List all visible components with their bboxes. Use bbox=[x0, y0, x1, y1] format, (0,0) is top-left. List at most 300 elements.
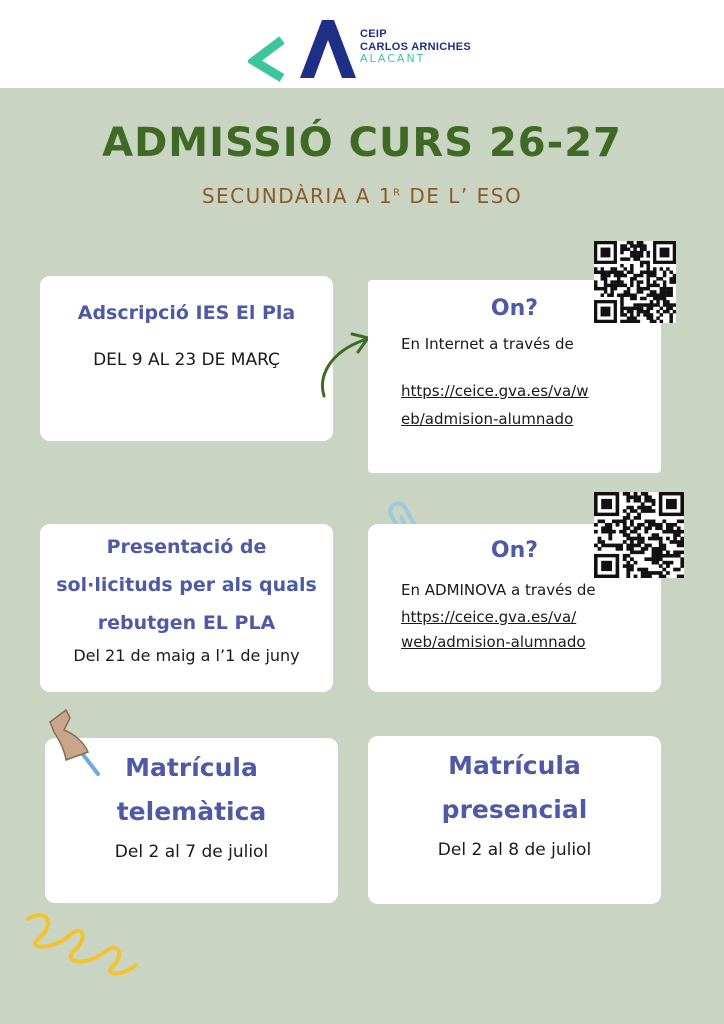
qr-module bbox=[604, 280, 607, 283]
qr-module bbox=[633, 293, 636, 296]
squiggle-icon bbox=[22, 905, 142, 985]
qr-module bbox=[653, 293, 656, 296]
pushpin-head bbox=[50, 710, 88, 760]
qr-module bbox=[670, 523, 674, 527]
qr-module bbox=[640, 303, 643, 306]
qr-module bbox=[650, 307, 653, 310]
qr-module bbox=[650, 293, 653, 296]
qr-module bbox=[637, 533, 641, 537]
qr-module bbox=[616, 523, 620, 527]
qr-module bbox=[644, 547, 648, 551]
qr-module bbox=[619, 530, 623, 534]
qr-module bbox=[637, 287, 640, 290]
qr-module bbox=[624, 274, 627, 277]
on-adminova-link-line2[interactable]: web/admision-alumnado bbox=[401, 633, 586, 651]
qr-module bbox=[630, 271, 633, 274]
qr-module bbox=[610, 287, 613, 290]
qr-module bbox=[630, 537, 634, 541]
qr-module bbox=[610, 271, 613, 274]
qr-module bbox=[646, 280, 649, 283]
qr-module bbox=[640, 280, 643, 283]
qr-module bbox=[598, 540, 602, 544]
qr-module bbox=[608, 530, 612, 534]
qr-module bbox=[650, 316, 653, 319]
qr-module bbox=[640, 254, 643, 257]
qr-module bbox=[640, 271, 643, 274]
qr-module bbox=[597, 287, 600, 290]
on-adminova-title: On? bbox=[490, 538, 539, 563]
qr-module bbox=[644, 492, 648, 496]
qr-module bbox=[610, 280, 613, 283]
qr-module bbox=[646, 277, 649, 280]
qr-module bbox=[630, 277, 633, 280]
qr-module bbox=[662, 547, 666, 551]
qr-module bbox=[640, 274, 643, 277]
qr-module bbox=[673, 277, 676, 280]
qr-module bbox=[605, 523, 609, 527]
qr-module bbox=[637, 513, 641, 517]
qr-module bbox=[660, 287, 663, 290]
qr-module bbox=[663, 297, 666, 300]
squiggle-line bbox=[28, 915, 136, 973]
qr-module bbox=[669, 290, 672, 293]
qr-module bbox=[633, 316, 636, 319]
qr-module bbox=[666, 303, 669, 306]
qr-module bbox=[626, 506, 630, 510]
qr-module bbox=[650, 320, 653, 323]
qr-module bbox=[624, 284, 627, 287]
qr-module bbox=[633, 307, 636, 310]
qr-module bbox=[637, 516, 641, 520]
qr-module bbox=[643, 303, 646, 306]
qr-module bbox=[640, 251, 643, 254]
qr-module bbox=[655, 537, 659, 541]
qr-module bbox=[619, 520, 623, 524]
on-internet-text: En Internet a través de bbox=[401, 335, 574, 353]
qr-module bbox=[614, 267, 617, 270]
qr-module bbox=[670, 540, 674, 544]
qr-module bbox=[637, 244, 640, 247]
qr-module bbox=[666, 537, 670, 541]
arrow-shaft bbox=[323, 340, 364, 396]
qr-module bbox=[652, 499, 656, 503]
qr-module bbox=[634, 550, 638, 554]
qr-module bbox=[624, 313, 627, 316]
qr-module bbox=[634, 575, 638, 578]
school-logo bbox=[248, 16, 488, 86]
qr-module bbox=[630, 540, 634, 544]
logo-text bbox=[360, 28, 471, 66]
qr-module bbox=[637, 495, 641, 499]
qr-module bbox=[624, 267, 627, 270]
qr-module bbox=[637, 254, 640, 257]
on-adminova-link-block bbox=[401, 605, 661, 655]
qr-module bbox=[643, 297, 646, 300]
qr-module bbox=[617, 271, 620, 274]
qr-module bbox=[614, 284, 617, 287]
qr-module bbox=[673, 303, 676, 306]
qr-module bbox=[666, 310, 669, 313]
qr-module bbox=[594, 267, 597, 270]
qr-module bbox=[620, 303, 623, 306]
qr-module bbox=[644, 575, 648, 578]
qr-finder bbox=[660, 248, 670, 258]
qr-module bbox=[644, 568, 648, 572]
qr-module bbox=[630, 310, 633, 313]
qr-module bbox=[623, 564, 627, 568]
qr-module bbox=[620, 274, 623, 277]
qr-module bbox=[660, 313, 663, 316]
qr-code-icon[interactable] bbox=[594, 492, 684, 578]
qr-module bbox=[601, 526, 605, 530]
qr-module bbox=[648, 557, 652, 561]
qr-module bbox=[656, 310, 659, 313]
qr-module bbox=[594, 523, 598, 527]
qr-module bbox=[627, 248, 630, 251]
qr-module bbox=[626, 554, 630, 558]
presencial-title-line2: presencial bbox=[441, 795, 588, 824]
qr-module bbox=[646, 287, 649, 290]
qr-module bbox=[666, 550, 670, 554]
qr-module bbox=[608, 523, 612, 527]
qr-module bbox=[669, 320, 672, 323]
qr-module bbox=[656, 284, 659, 287]
telematica-title-line1: Matrícula bbox=[125, 753, 258, 782]
qr-module bbox=[610, 290, 613, 293]
qr-module bbox=[659, 537, 663, 541]
qr-module bbox=[624, 244, 627, 247]
qr-module bbox=[670, 526, 674, 530]
qr-module bbox=[630, 307, 633, 310]
qr-module bbox=[624, 320, 627, 323]
qr-module bbox=[620, 307, 623, 310]
qr-module bbox=[653, 290, 656, 293]
qr-module bbox=[660, 297, 663, 300]
qr-module bbox=[652, 520, 656, 524]
qr-module bbox=[660, 307, 663, 310]
qr-module bbox=[641, 571, 645, 575]
qr-module bbox=[630, 547, 634, 551]
qr-module bbox=[607, 284, 610, 287]
qr-module bbox=[673, 523, 677, 527]
qr-module bbox=[616, 520, 620, 524]
qr-module bbox=[644, 495, 648, 499]
qr-module bbox=[646, 267, 649, 270]
qr-module bbox=[630, 509, 634, 513]
qr-module bbox=[594, 284, 597, 287]
qr-module bbox=[653, 320, 656, 323]
qr-module bbox=[648, 526, 652, 530]
qr-module bbox=[626, 568, 630, 572]
on-internet-link-line2[interactable]: eb/admision-alumnado bbox=[401, 410, 574, 428]
on-internet-link-line1[interactable]: https://ceice.gva.es/va/w bbox=[401, 382, 589, 400]
qr-module bbox=[653, 271, 656, 274]
qr-module bbox=[604, 284, 607, 287]
qr-module bbox=[634, 495, 638, 499]
qr-module bbox=[637, 284, 640, 287]
qr-module bbox=[630, 244, 633, 247]
qr-module bbox=[601, 277, 604, 280]
qr-module bbox=[659, 564, 663, 568]
logo-line-ceip: CEIP bbox=[360, 28, 387, 40]
adscripcio-card bbox=[40, 276, 333, 441]
qr-module bbox=[673, 554, 677, 558]
qr-module bbox=[648, 537, 652, 541]
qr-module bbox=[673, 310, 676, 313]
qr-module bbox=[627, 310, 630, 313]
qr-module bbox=[680, 520, 684, 524]
qr-module bbox=[666, 293, 669, 296]
qr-module bbox=[626, 544, 630, 548]
qr-module bbox=[669, 316, 672, 319]
qr-module bbox=[620, 271, 623, 274]
qr-module bbox=[670, 530, 674, 534]
qr-module bbox=[637, 307, 640, 310]
qr-module bbox=[604, 274, 607, 277]
qr-module bbox=[640, 297, 643, 300]
qr-module bbox=[623, 492, 627, 496]
page-title: ADMISSIÓ CURS 26-27 bbox=[102, 120, 622, 166]
qr-module bbox=[634, 537, 638, 541]
qr-module bbox=[670, 561, 674, 565]
qr-module bbox=[623, 516, 627, 520]
on-internet-link-block bbox=[401, 377, 661, 433]
qr-module bbox=[633, 248, 636, 251]
qr-module bbox=[669, 287, 672, 290]
qr-module bbox=[666, 561, 670, 565]
qr-module bbox=[646, 284, 649, 287]
qr-module bbox=[612, 544, 616, 548]
qr-module bbox=[648, 495, 652, 499]
qr-module bbox=[630, 557, 634, 561]
qr-module bbox=[666, 554, 670, 558]
qr-module bbox=[620, 320, 623, 323]
qr-module bbox=[650, 313, 653, 316]
qr-module bbox=[653, 297, 656, 300]
qr-module bbox=[655, 554, 659, 558]
qr-module bbox=[624, 257, 627, 260]
qr-module bbox=[663, 300, 666, 303]
qr-module bbox=[607, 274, 610, 277]
qr-module bbox=[637, 274, 640, 277]
qr-module bbox=[659, 575, 663, 578]
qr-module bbox=[648, 506, 652, 510]
qr-module bbox=[633, 303, 636, 306]
qr-module bbox=[630, 320, 633, 323]
qr-module bbox=[663, 287, 666, 290]
qr-module bbox=[655, 557, 659, 561]
qr-module bbox=[650, 274, 653, 277]
qr-module bbox=[655, 533, 659, 537]
qr-module bbox=[659, 526, 663, 530]
qr-module bbox=[626, 571, 630, 575]
logo-line-name: CARLOS ARNICHES bbox=[360, 40, 472, 53]
qr-module bbox=[630, 520, 634, 524]
qr-code-graphic bbox=[594, 492, 684, 578]
qr-module bbox=[614, 271, 617, 274]
qr-module bbox=[598, 547, 602, 551]
telematica-title-line2: telemàtica bbox=[116, 797, 267, 826]
qr-module bbox=[663, 310, 666, 313]
qr-module bbox=[648, 499, 652, 503]
qr-module bbox=[640, 248, 643, 251]
qr-module bbox=[601, 530, 605, 534]
qr-module bbox=[659, 554, 663, 558]
qr-module bbox=[663, 271, 666, 274]
qr-module bbox=[641, 537, 645, 541]
qr-module bbox=[594, 544, 598, 548]
logo-line-city: ALACANT bbox=[360, 52, 426, 66]
qr-module bbox=[630, 530, 634, 534]
qr-module bbox=[641, 523, 645, 527]
qr-module bbox=[594, 271, 597, 274]
qr-module bbox=[626, 537, 630, 541]
qr-module bbox=[634, 509, 638, 513]
qr-module bbox=[634, 516, 638, 520]
qr-module bbox=[637, 506, 641, 510]
qr-module bbox=[630, 523, 634, 527]
subtitle-rest: DE L’ ESO bbox=[401, 184, 523, 208]
qr-module bbox=[644, 509, 648, 513]
presencial-title bbox=[368, 744, 661, 832]
qr-module bbox=[626, 492, 630, 496]
qr-module bbox=[637, 290, 640, 293]
qr-module bbox=[659, 523, 663, 527]
qr-module bbox=[623, 526, 627, 530]
qr-module bbox=[653, 274, 656, 277]
qr-module bbox=[605, 530, 609, 534]
qr-module bbox=[624, 293, 627, 296]
qr-module bbox=[614, 280, 617, 283]
qr-module bbox=[627, 316, 630, 319]
qr-module bbox=[640, 307, 643, 310]
qr-module bbox=[662, 520, 666, 524]
qr-module bbox=[643, 261, 646, 264]
qr-module bbox=[680, 530, 684, 534]
qr-module bbox=[605, 526, 609, 530]
qr-module bbox=[656, 277, 659, 280]
qr-module bbox=[630, 506, 634, 510]
qr-module bbox=[663, 284, 666, 287]
qr-module bbox=[669, 313, 672, 316]
qr-module bbox=[637, 526, 641, 530]
qr-module bbox=[620, 310, 623, 313]
header-bar bbox=[0, 0, 724, 88]
qr-module bbox=[644, 526, 648, 530]
qr-module bbox=[623, 540, 627, 544]
qr-module bbox=[608, 544, 612, 548]
qr-module bbox=[655, 526, 659, 530]
qr-module bbox=[641, 550, 645, 554]
qr-module bbox=[669, 280, 672, 283]
qr-module bbox=[630, 495, 634, 499]
qr-module bbox=[627, 257, 630, 260]
qr-module bbox=[643, 313, 646, 316]
qr-module bbox=[627, 320, 630, 323]
qr-module bbox=[653, 267, 656, 270]
qr-module bbox=[626, 513, 630, 517]
on-adminova-link-line1[interactable]: https://ceice.gva.es/va/ bbox=[401, 608, 577, 626]
subtitle-main: SECUNDÀRIA A 1 bbox=[201, 184, 394, 208]
qr-module bbox=[643, 244, 646, 247]
qr-module bbox=[660, 293, 663, 296]
qr-module bbox=[601, 274, 604, 277]
qr-module bbox=[627, 271, 630, 274]
qr-module bbox=[630, 251, 633, 254]
logo-chevron-shape bbox=[254, 40, 282, 78]
qr-module bbox=[666, 267, 669, 270]
qr-module bbox=[604, 271, 607, 274]
qr-module bbox=[652, 537, 656, 541]
qr-module bbox=[620, 297, 623, 300]
presencial-title-line1: Matrícula bbox=[448, 751, 581, 780]
qr-module bbox=[677, 550, 681, 554]
qr-module bbox=[620, 293, 623, 296]
qr-module bbox=[633, 244, 636, 247]
qr-module bbox=[620, 248, 623, 251]
qr-module bbox=[673, 550, 677, 554]
qr-module bbox=[626, 564, 630, 568]
logo-chevron-icon bbox=[248, 16, 358, 86]
qr-module bbox=[648, 509, 652, 513]
qr-module bbox=[643, 248, 646, 251]
qr-module bbox=[680, 544, 684, 548]
qr-module bbox=[641, 506, 645, 510]
on-internet-title: On? bbox=[490, 296, 539, 321]
qr-module bbox=[619, 544, 623, 548]
qr-module bbox=[594, 287, 597, 290]
qr-module bbox=[677, 568, 681, 572]
qr-module bbox=[641, 492, 645, 496]
qr-module bbox=[662, 575, 666, 578]
qr-module bbox=[650, 290, 653, 293]
qr-module bbox=[640, 287, 643, 290]
qr-module bbox=[617, 284, 620, 287]
qr-module bbox=[659, 557, 663, 561]
qr-module bbox=[643, 271, 646, 274]
qr-module bbox=[626, 495, 630, 499]
qr-module bbox=[644, 506, 648, 510]
qr-module bbox=[669, 307, 672, 310]
qr-code-icon[interactable] bbox=[594, 241, 676, 323]
qr-module bbox=[652, 557, 656, 561]
qr-module bbox=[623, 523, 627, 527]
qr-module bbox=[623, 530, 627, 534]
qr-module bbox=[646, 264, 649, 267]
qr-module bbox=[637, 303, 640, 306]
qr-module bbox=[598, 537, 602, 541]
qr-module bbox=[644, 520, 648, 524]
qr-module bbox=[652, 547, 656, 551]
qr-module bbox=[677, 544, 681, 548]
qr-module bbox=[604, 290, 607, 293]
qr-module bbox=[604, 277, 607, 280]
qr-module bbox=[640, 264, 643, 267]
presentacio-card bbox=[40, 524, 333, 692]
qr-module bbox=[666, 300, 669, 303]
qr-module bbox=[659, 571, 663, 575]
qr-module bbox=[617, 277, 620, 280]
qr-module bbox=[601, 267, 604, 270]
qr-module bbox=[633, 277, 636, 280]
qr-module bbox=[644, 499, 648, 503]
qr-module bbox=[626, 547, 630, 551]
qr-code-graphic bbox=[594, 241, 676, 323]
qr-module bbox=[637, 499, 641, 503]
presentacio-title-line1: Presentació de bbox=[106, 536, 267, 558]
subtitle-sup: R bbox=[393, 187, 402, 199]
qr-module bbox=[680, 540, 684, 544]
